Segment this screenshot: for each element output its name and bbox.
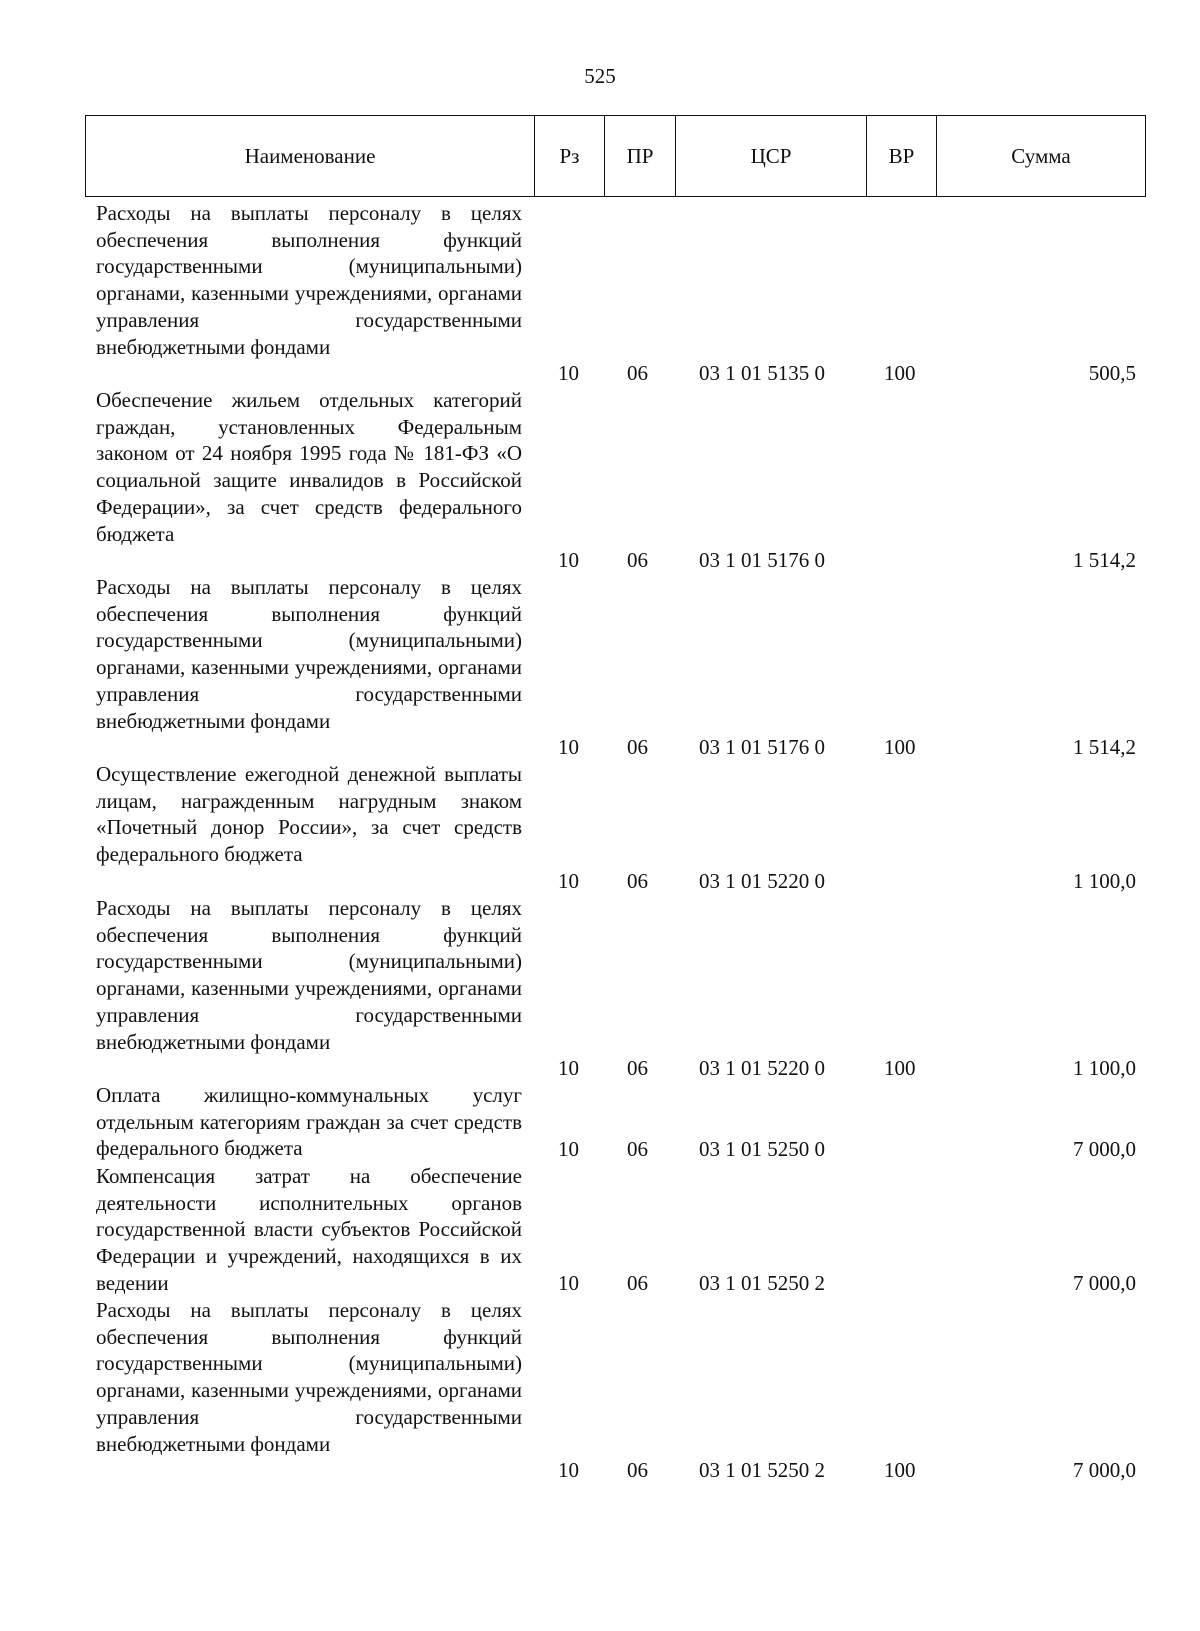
- header-csr: ЦСР: [676, 116, 867, 196]
- table-row: [0, 1163, 1200, 1297]
- row-sum: 1 100,0: [1073, 1056, 1136, 1081]
- header-name: Наименование: [86, 116, 535, 196]
- row-csr: 03 1 01 5176 0: [699, 735, 825, 760]
- row-csr: 03 1 01 5135 0: [699, 361, 825, 386]
- row-sum: 7 000,0: [1073, 1458, 1136, 1483]
- row-pr: 06: [627, 361, 648, 386]
- row-name: Обеспечение жильем отдельных категорий граждан, установленных Федеральным законом от 24 ноября 1995 года № 181-ФЗ «О социальной защите инвалидов в Российской Федерации», за счет средств федерального бюджета: [96, 388, 522, 546]
- row-pr: 06: [627, 1056, 648, 1081]
- row-name: Компенсация затрат на обеспечение деятельности исполнительных органов государственной власти субъектов Российской Федерации и учреждений, находящихся в их ведении: [96, 1164, 522, 1295]
- row-csr: 03 1 01 5220 0: [699, 1056, 825, 1081]
- row-vr: 100: [884, 361, 916, 386]
- row-rz: 10: [558, 361, 579, 386]
- row-pr: 06: [627, 869, 648, 894]
- row-csr: 03 1 01 5176 0: [699, 548, 825, 573]
- row-vr: 100: [884, 1458, 916, 1483]
- page-number: 525: [584, 64, 616, 88]
- table-row: [0, 895, 1200, 1082]
- row-sum: 500,5: [1088, 361, 1136, 386]
- row-pr: 06: [627, 548, 648, 573]
- row-vr: 100: [884, 735, 916, 760]
- row-rz: 10: [558, 1137, 579, 1162]
- row-rz: 10: [558, 1458, 579, 1483]
- row-pr: 06: [627, 735, 648, 760]
- row-name: Осуществление ежегодной денежной выплаты лицам, награжденным нагрудным знаком «Почетный донор России», за счет средств федерального бюджета: [96, 762, 522, 867]
- row-csr: 03 1 01 5250 2: [699, 1458, 825, 1483]
- table-row: [0, 1297, 1200, 1484]
- row-rz: 10: [558, 869, 579, 894]
- row-rz: 10: [558, 548, 579, 573]
- header-vr: ВР: [867, 116, 937, 196]
- row-sum: 1 100,0: [1073, 869, 1136, 894]
- row-rz: 10: [558, 735, 579, 760]
- row-rz: 10: [558, 1271, 579, 1296]
- row-pr: 06: [627, 1271, 648, 1296]
- row-rz: 10: [558, 1056, 579, 1081]
- table-row: [0, 574, 1200, 761]
- row-vr: 100: [884, 1056, 916, 1081]
- table-row: [0, 1082, 1200, 1163]
- row-csr: 03 1 01 5250 2: [699, 1271, 825, 1296]
- table-row: [0, 387, 1200, 574]
- header-sum: Сумма: [1011, 143, 1071, 168]
- row-pr: 06: [627, 1458, 648, 1483]
- table-header: [85, 115, 1146, 197]
- row-sum: 7 000,0: [1073, 1137, 1136, 1162]
- row-sum: 7 000,0: [1073, 1271, 1136, 1296]
- table-row: [0, 761, 1200, 895]
- row-csr: 03 1 01 5220 0: [699, 869, 825, 894]
- row-name: Оплата жилищно-коммунальных услуг отдельным категориям граждан за счет средств федерального бюджета: [96, 1083, 522, 1161]
- row-csr: 03 1 01 5250 0: [699, 1137, 825, 1162]
- row-pr: 06: [627, 1137, 648, 1162]
- row-name: Расходы на выплаты персоналу в целях обеспечения выполнения функций государственными (муниципальными) органами, казенными учреждениями, органами управления государственными внебюджетными фондами: [96, 575, 522, 733]
- row-name: Расходы на выплаты персоналу в целях обеспечения выполнения функций государственными (муниципальными) органами, казенными учреждениями, органами управления государственными внебюджетными фондами: [96, 201, 522, 359]
- row-name: Расходы на выплаты персоналу в целях обеспечения выполнения функций государственными (муниципальными) органами, казенными учреждениями, органами управления государственными внебюджетными фондами: [96, 896, 522, 1054]
- header-rz: Рз: [535, 116, 605, 196]
- header-pr: ПР: [605, 116, 676, 196]
- row-sum: 1 514,2: [1073, 548, 1136, 573]
- row-name: Расходы на выплаты персоналу в целях обеспечения выполнения функций государственными (муниципальными) органами, казенными учреждениями, органами управления государственными внебюджетными фондами: [96, 1298, 522, 1456]
- row-sum: 1 514,2: [1073, 735, 1136, 760]
- table-row: [0, 200, 1200, 387]
